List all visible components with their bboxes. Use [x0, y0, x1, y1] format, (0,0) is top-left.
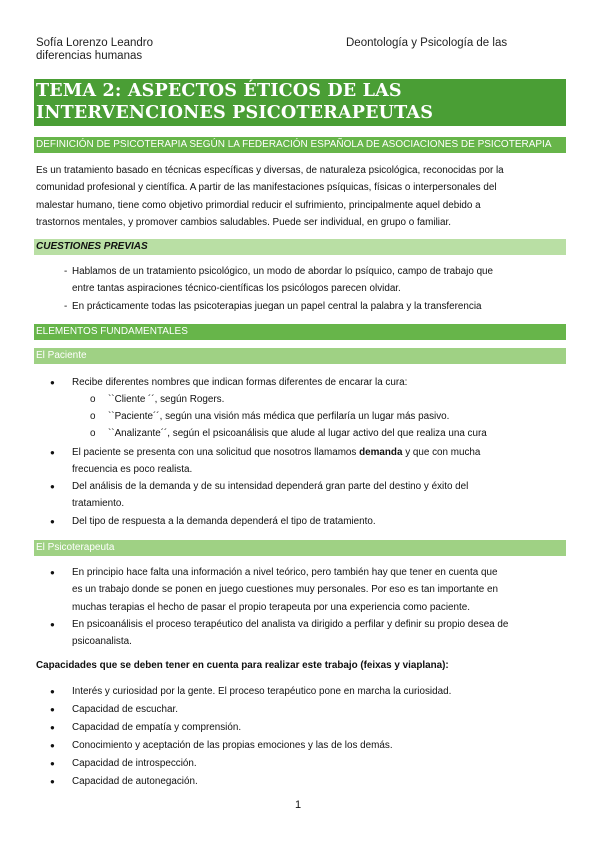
- definition-line: malestar humano, tiene como objetivo primordial reducir el sufrimiento, principalmente aquel debido a: [36, 199, 481, 211]
- bullet-marker: ●: [50, 378, 55, 387]
- bullet-marker: ●: [50, 448, 55, 457]
- paciente-text: tratamiento.: [72, 498, 125, 510]
- bullet-marker: ●: [50, 620, 55, 629]
- psicoterapeuta-line: En psicoanálisis el proceso terapéutico del analista va dirigido a perfilar y definir su propio desea de: [72, 619, 509, 630]
- paciente-item: Del tipo de respuesta a la demanda dependerá el tipo de tratamiento.: [72, 516, 376, 527]
- previas-item: [72, 263, 493, 298]
- definition-line: comunidad profesional y científica. A partir de las manifestaciones psíquicas, físicas o interpersonales del: [36, 182, 497, 194]
- capacidad-item: Interés y curiosidad por la gente. El proceso terapéutico pone en marcha la curiosidad.: [72, 686, 452, 697]
- header-author-line2: diferencias humanas: [36, 50, 143, 62]
- capacidad-item: Conocimiento y aceptación de las propias emociones y las de los demás.: [72, 740, 393, 751]
- previas-item: En prácticamente todas las psicoterapias juegan un papel central la palabra y la transferencia: [72, 301, 482, 312]
- previas-item-line: entre tantas aspiraciones técnico-científicas los psicólogos parecen olvidar.: [72, 283, 401, 295]
- paciente-text: frecuencia es poco realista.: [72, 464, 193, 476]
- capacidades-heading: Capacidades que se deben tener en cuenta para realizar este trabajo (feixas y viaplana):: [36, 660, 449, 671]
- paciente-text: y que con mucha: [402, 447, 481, 458]
- dash-marker: -: [64, 301, 68, 312]
- sub-marker: o: [90, 394, 96, 405]
- page-title: [36, 80, 433, 124]
- bullet-marker: ●: [50, 759, 55, 768]
- bullet-marker: ●: [50, 568, 55, 577]
- bullet-marker: ●: [50, 482, 55, 491]
- psicoterapeuta-item: [72, 564, 498, 616]
- page-number: 1: [295, 799, 302, 811]
- psicoterapeuta-line: es un trabajo donde se ponen en juego cuestiones muy personales. Por eso es tan importante en: [72, 584, 499, 596]
- psicoterapeuta-line: muchas terapias el hecho de pasar el propio terapeuta por una experiencia como paciente.: [72, 601, 470, 613]
- header-author: [36, 37, 153, 63]
- sub-marker: o: [90, 428, 96, 439]
- title-line2: INTERVENCIONES PSICOTERAPEUTAS: [36, 102, 434, 123]
- capacidad-item: Capacidad de introspección.: [72, 758, 197, 769]
- bullet-marker: ●: [50, 777, 55, 786]
- title-line1: TEMA 2: ASPECTOS ÉTICOS DE LAS: [36, 80, 402, 101]
- dash-marker: -: [64, 266, 68, 277]
- paciente-subitem: ``Analizante´´, según el psicoanálisis que alude al lugar activo del que realiza una cura: [108, 428, 487, 439]
- bullet-marker: ●: [50, 517, 55, 526]
- paciente-item: [72, 444, 480, 479]
- capacidad-item: Capacidad de autonegación.: [72, 776, 198, 787]
- bullet-marker: ●: [50, 741, 55, 750]
- definition-paragraph: [36, 162, 566, 231]
- paciente-heading: El Paciente: [34, 348, 566, 364]
- psicoterapeuta-line: psicoanalista.: [72, 636, 132, 648]
- header-subject: Deontología y Psicología de las: [346, 37, 508, 49]
- bullet-marker: ●: [50, 705, 55, 714]
- psicoterapeuta-item: [72, 616, 508, 651]
- previas-item-line: Hablamos de un tratamiento psicológico, un modo de abordar lo psíquico, campo de trabajo que: [72, 266, 494, 277]
- previas-heading: CUESTIONES PREVIAS: [34, 239, 566, 255]
- sub-marker: o: [90, 411, 96, 422]
- capacidad-item: Capacidad de empatía y comprensión.: [72, 722, 242, 733]
- paciente-item: Recibe diferentes nombres que indican formas diferentes de encarar la cura:: [72, 377, 408, 388]
- paciente-text: El paciente se presenta con una solicitud que nosotros llamamos: [72, 447, 360, 458]
- paciente-text: Del análisis de la demanda y de su intensidad dependerá gran parte del destino y éxito del: [72, 481, 469, 492]
- paciente-subitem: ``Paciente´´, según una visión más médica que perfilaría un lugar más pasivo.: [108, 411, 450, 422]
- definition-heading: DEFINICIÓN DE PSICOTERAPIA SEGÚN LA FEDERACIÓN ESPAÑOLA DE ASOCIACIONES DE PSICOTERAPIA: [34, 137, 566, 153]
- psicoterapeuta-line: En principio hace falta una información a nivel teórico, pero también hay que tener en cuenta que: [72, 567, 498, 578]
- psicoterapeuta-heading: El Psicoterapeuta: [34, 540, 566, 556]
- paciente-subitem: ``Cliente ´´, según Rogers.: [108, 394, 225, 405]
- definition-line: Es un tratamiento basado en técnicas específicas y diversas, de naturaleza psicológica, reconocidas por la: [36, 165, 504, 176]
- paciente-item: [72, 478, 468, 513]
- title-banner: [34, 79, 566, 126]
- header-author-line1: Sofía Lorenzo Leandro: [36, 37, 154, 49]
- definition-line: trastornos mentales, y promover cambios saludables. Puede ser individual, en grupo o familiar.: [36, 216, 451, 228]
- capacidad-item: Capacidad de escuchar.: [72, 704, 178, 715]
- bullet-marker: ●: [50, 723, 55, 732]
- demanda-term: demanda: [359, 447, 403, 458]
- bullet-marker: ●: [50, 687, 55, 696]
- elementos-heading: ELEMENTOS FUNDAMENTALES: [34, 324, 566, 340]
